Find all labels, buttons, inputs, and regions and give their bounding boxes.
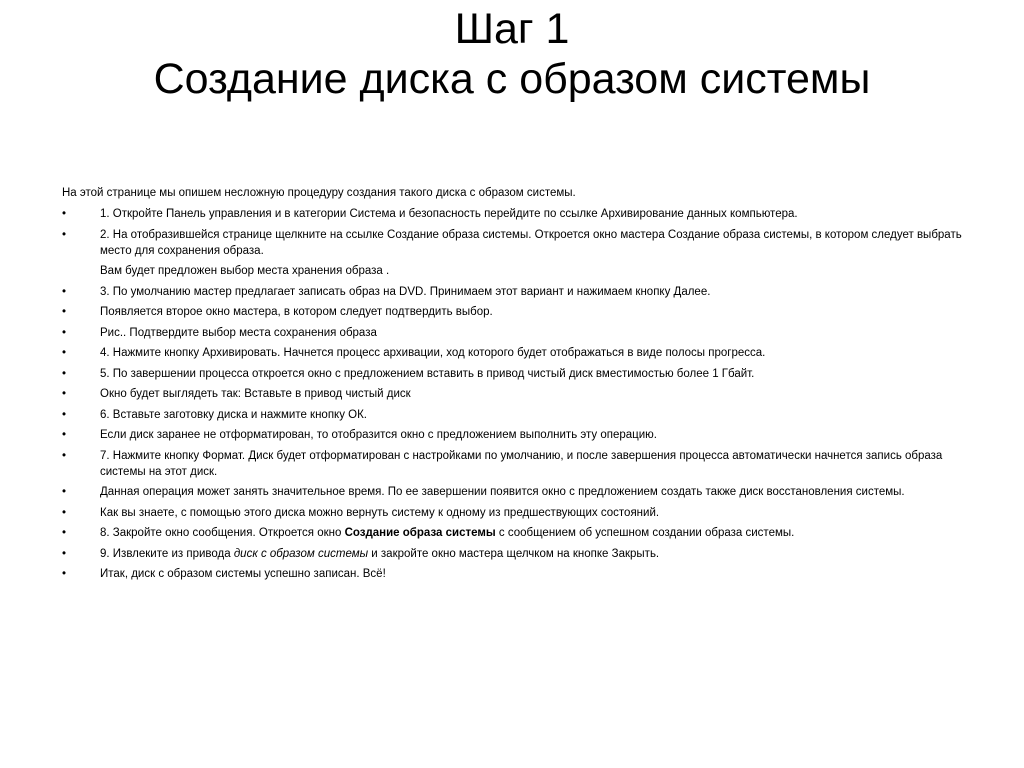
list-item bbox=[62, 525, 962, 541]
list-item-text: 5. По завершении процесса откроется окно с предложением вставить в привод чистый диск вместимостью более 1 Гбайт. bbox=[100, 367, 755, 380]
bullet-icon: • bbox=[62, 208, 67, 220]
list-item-text: 4. Нажмите кнопку Архивировать. Начнется процесс архивации, ход которого будет отображаться в виде полосы прогресса. bbox=[100, 347, 766, 359]
list-item bbox=[62, 407, 962, 423]
list-item-text-before: 9. Извлеките из привода bbox=[100, 547, 234, 560]
list-item-text-after: с сообщением об успешном создании образа системы. bbox=[495, 527, 795, 539]
list-item-text: Вам будет предложен выбор места хранения образа . bbox=[100, 265, 390, 277]
disk-name-italic: диск с образом системы bbox=[233, 547, 369, 560]
list-item-text: Появляется второе окно мастера, в котором следует подтвердить выбор. bbox=[100, 306, 493, 318]
list-item bbox=[62, 386, 962, 402]
slide-content bbox=[62, 185, 962, 587]
list-item-text: Если диск заранее не отформатирован, то отобразится окно с предложением выполнить эту операцию. bbox=[100, 429, 657, 441]
list-item bbox=[62, 505, 962, 521]
list-item-text: Рис.. Подтвердите выбор места сохранения образа bbox=[100, 326, 377, 339]
list-item bbox=[62, 427, 962, 443]
bullet-icon: • bbox=[62, 306, 67, 318]
list-item-text: 7. Нажмите кнопку Формат. Диск будет отформатирован с настройками по умолчанию, и после завершения процесса автоматически начнется запись образа системы на этот диск. bbox=[100, 449, 943, 478]
bullet-icon: • bbox=[62, 367, 67, 380]
list-item-text: Итак, диск с образом системы успешно записан. Всё! bbox=[100, 568, 386, 580]
list-item-text: 1. Откройте Панель управления и в категории Система и безопасность перейдите по ссылке Архивирование данных компьютера. bbox=[100, 208, 798, 220]
list-item bbox=[62, 484, 962, 500]
title-heading: Создание диска с образом системы bbox=[153, 55, 871, 103]
list-item bbox=[62, 206, 962, 222]
bullet-icon: • bbox=[62, 486, 67, 498]
bullet-icon: • bbox=[62, 568, 67, 580]
list-item bbox=[62, 448, 962, 480]
list-item-text: Как вы знаете, с помощью этого диска можно вернуть систему к одному из предшествующих состояний. bbox=[100, 506, 660, 519]
bullet-icon: • bbox=[62, 429, 67, 441]
title-step: Шаг 1 bbox=[454, 5, 570, 53]
bullet-icon: • bbox=[62, 449, 67, 462]
intro-text: На этой странице мы опишем несложную процедуру создания такого диска с образом системы. bbox=[62, 187, 576, 199]
bullet-icon: • bbox=[62, 506, 67, 519]
slide-title bbox=[0, 4, 1024, 104]
list-item bbox=[62, 304, 962, 320]
list-item-text: Окно будет выглядеть так: Вставьте в привод чистый диск bbox=[100, 388, 411, 400]
list-item bbox=[62, 263, 962, 279]
list-item-text: 6. Вставьте заготовку диска и нажмите кнопку ОК. bbox=[100, 408, 367, 421]
bullet-icon: • bbox=[62, 326, 67, 339]
list-item-text: 3. По умолчанию мастер предлагает записать образ на DVD. Принимаем этот вариант и нажимаем кнопку Далее. bbox=[100, 285, 711, 298]
list-item-text: Данная операция может занять значительное время. По ее завершении появится окно с предложением создать также диск восстановления системы. bbox=[100, 486, 905, 498]
bullet-icon: • bbox=[62, 285, 67, 298]
bullet-icon: • bbox=[62, 228, 67, 241]
list-item bbox=[62, 546, 962, 562]
list-item-text-before: 8. Закройте окно сообщения. Откроется окно bbox=[100, 527, 345, 539]
list-item bbox=[62, 345, 962, 361]
bullet-icon: • bbox=[62, 408, 67, 421]
list-item bbox=[62, 284, 962, 300]
window-name-bold: Создание образа системы bbox=[344, 527, 496, 539]
bullet-icon: • bbox=[62, 388, 67, 400]
list-item bbox=[62, 366, 962, 382]
list-item bbox=[62, 227, 962, 259]
list-item-text: 2. На отобразившейся странице щелкните на ссылке Создание образа системы. Откроется окно мастера Создание образа системы, в котором следует выбрать место для сохранения образа. bbox=[100, 228, 962, 257]
bullet-icon: • bbox=[62, 547, 67, 560]
list-item-text bbox=[100, 527, 794, 539]
list-item bbox=[62, 325, 962, 341]
bullet-icon: • bbox=[62, 527, 67, 539]
list-item-text-after: и закройте окно мастера щелчком на кнопке Закрыть. bbox=[368, 547, 660, 560]
bullet-icon: • bbox=[62, 347, 67, 359]
list-item-text bbox=[100, 548, 659, 560]
list-item bbox=[62, 566, 962, 582]
